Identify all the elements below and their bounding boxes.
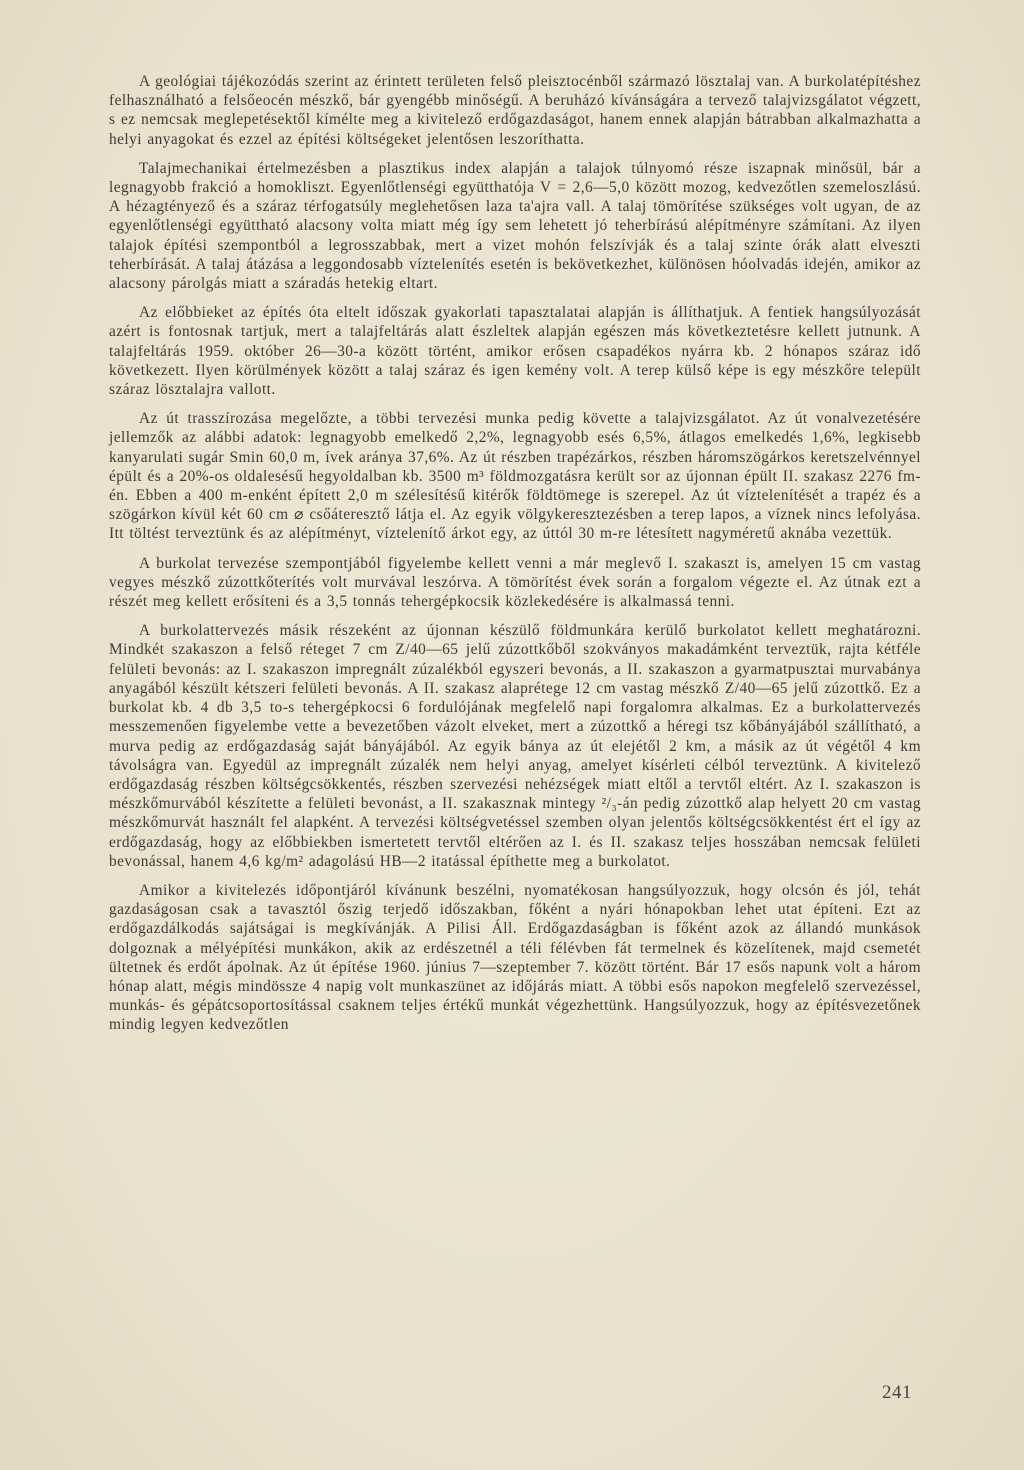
paragraph: A burkolat tervezése szempontjából figyelembe kellett venni a már meglevő I. szakaszt is, amelyen 15 cm vastag vegyes mészkő zúzottkőterítés volt murvával leszórva. A tömörítést évek során a forgalom végezte el. Az útnak ezt a részét meg kellett erősíteni és a 3,5 tonnás tehergépkocsik közlekedésére is alkalmassá tenni.	[109, 554, 921, 611]
paragraph: Az előbbieket az építés óta eltelt időszak gyakorlati tapasztalatai alapján is állíthatjuk. A fentiek hangsúlyozását azért is fontosnak tartjuk, mert a talajfeltárás alatt észleltek alapján egészen más következtetésre kellett jutnunk. A talajfeltárás 1959. október 26—30-a között történt, amikor erősen csapadékos nyárra kb. 2 hónapos száraz idő következett. Ilyen körülmények között a talaj száraz és igen kemény volt. A terep külső képe is egy mészkőre települt száraz lösztalajra vallott.	[109, 304, 921, 399]
body-text	[109, 72, 921, 1045]
paragraph: Az út trasszírozása megelőzte, a többi tervezési munka pedig követte a talajvizsgálatot. Az út vonalvezetésére jellemzők az alábbi adatok: legnagyobb emelkedő 2,2%, legnagyobb esés 6,5%, átlagos emelkedés 1,6%, legkisebb kanyarulati sugár Smin 60,0 m, ívek aránya 37,6%. Az út részben trapézárkos, részben háromszögárkos keretszelvénnyel épült és a 20%-os oldalesésű hegyoldalban kb. 3500 m³ földmozgatásra került sor az újonnan épült II. szakasz 2276 fm-én. Ebben a 400 m-enként épített 2,0 m szélesítésű kitérők földtömege is szerepel. Az út víztelenítését a trapéz és a szögárkon kívül két 60 cm ⌀ csőáteresztő látja el. Az egyik völgykeresztezésben a terep lapos, a víznek nincs lefolyása. Itt töltést terveztünk és az alépítményt, víztelenítő árkot egy, az úttól 30 m-re létesített nagyméretű aknába vezettük.	[109, 410, 921, 543]
page-number: 241	[882, 1382, 912, 1403]
paragraph: A geológiai tájékozódás szerint az érintett területen felső pleisztocénből származó lösztalaj van. A burkolatépítéshez felhasználható a felsőeocén mészkő, bár gyengébb minőségű. A beruházó kívánságára a tervező talajvizsgálatot végzett, s ez nemcsak meglepetésektől kímélte meg a kivitelező erdőgazdaságot, hanem ennek alapján bátrabban alkalmazhatta a helyi anyagokat és ezzel az építési költségeket jelentősen leszoríthatta.	[109, 73, 921, 148]
paragraph: Amikor a kivitelezés időpontjáról kívánunk beszélni, nyomatékosan hangsúlyozzuk, hogy olcsón és jól, tehát gazdaságosan csak a tavasztól őszig terjedő időszakban, főként a nyári hónapokban lehet utat építeni. Ezt az erdőgazdálkodás sajátságai is megkívánják. A Pilisi Áll. Erdőgazdaságban is főként azok az állandó munkások dolgoznak a mélyépítési munkákon, akik az erdészetnél a téli félévben fát termelnek és közelítenek, majd csemetét ültetnek és erdőt ápolnak. Az út építése 1960. június 7—szeptember 7. között történt. Bár 17 esős napunk volt a három hónap alatt, mégis mindössze 4 napig volt munkaszünet az időjárás miatt. A többi esős napokon megfelelő szervezéssel, munkás- és gépátcsoportosítással csaknem teljes értékű munkát végezhettünk. Hangsúlyozzuk, hogy az építésvezetőnek mindig legyen kedvezőtlen	[109, 881, 921, 1034]
paragraph: A burkolattervezés másik részeként az újonnan készülő földmunkára kerülő burkolatot kellett meghatározni. Mindkét szakaszon a felső réteget 7 cm Z/40—65 jelű zúzottkőből szokványos makadámként terveztük, rajta kétféle felületi bevonás: az I. szakaszon impregnált zúzalékból egyszeri bevonás, a II. szakaszon a gyarmatpusztai murvabánya anyagából készült kétszeri felületi bevonás. A II. szakasz alaprétege 12 cm vastag mészkő Z/40—65 jelű zúzottkő. Ez a burkolat kb. 4 db 3,5 to-s tehergépkocsi 6 fordulójának megfelelő napi forgalomra alkalmas. Ez a burkolattervezés messzemenően figyelembe vette a bevezetőben vázolt elveket, mert a zúzottkő a héregi tsz kőbányájából szállítható, a murva pedig az erdőgazdaság saját bányájából. Az egyik bánya az út elejétől 2 km, a másik az út végétől 4 km távolságra van. Egyedül az impregnált zúzalék nem helyi anyag, amelyet kísérleti célból terveztünk. A kivitelező erdőgazdaság részben költségcsökkentés, részben szervezési nehézségek miatt eltől a tervtől eltért. Az I. szakaszon is mészkőmurvából készítette a felületi bevonást, a II. szakasznak mintegy ²/₃-án pedig zúzottkő alap helyett 20 cm vastag mészkőmurvát használt fel alapként. A tervezési költségvetéssel szemben olyan jelentős költségcsökkentést ért el így az erdőgazdaság, hogy az előbbiekben ismertetett tervtől eltérően az I. és II. szakasz teljes hosszában nemcsak felületi bevonással, hanem 4,6 kg/m² adagolású HB—2 itatással építhette meg a burkolatot.	[109, 622, 921, 870]
paragraph: Talajmechanikai értelmezésben a plasztikus index alapján a talajok túlnyomó része iszapnak minősül, bár a legnagyobb frakció a homokliszt. Egyenlőtlenségi együtthatója V = 2,6—5,0 között mozog, kedvezőtlen szemeloszlású. A hézagtényező és a száraz térfogatsúly meglehetősen laza ta'ajra vall. A talaj tömörítése szükséges volt ugyan, de az egyenlőtlenségi együttható alacsony volta miatt még így sem lehetett jó teherbírású alépítményre számítani. Az ilyen talajok építési szempontból a legrosszabbak, mert a vizet mohón felszívják és a talaj szinte órák alatt elveszti teherbírását. A talaj átázása a leggondosabb víztelenítés esetén is bekövetkezhet, különösen hóolvadás idején, amikor az alacsony párolgás miatt a száradás hetekig eltart.	[109, 159, 921, 293]
